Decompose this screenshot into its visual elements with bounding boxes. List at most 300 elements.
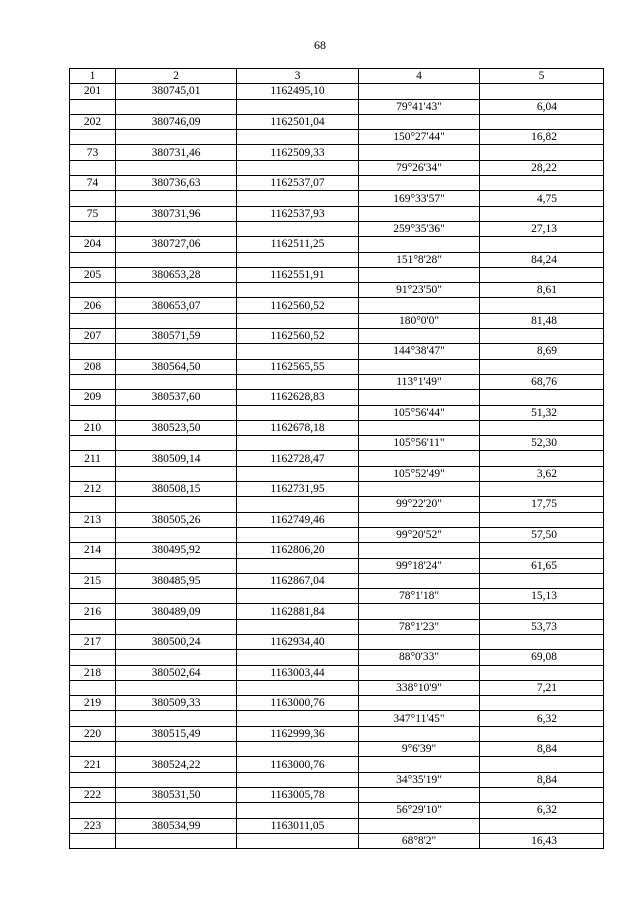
empty-cell [116,374,237,389]
column-header-3: 3 [237,69,359,84]
y-coordinate: 1162537,93 [237,206,359,221]
empty-cell [237,436,359,451]
empty-cell [70,313,116,328]
point-row [70,298,604,313]
measurement-row [70,344,604,359]
y-coordinate: 1162806,20 [237,543,359,558]
point-row [70,726,604,741]
empty-cell [237,619,359,634]
point-number: 216 [70,604,116,619]
point-number: 220 [70,726,116,741]
point-row [70,145,604,160]
direction-angle: 338°10'9" [359,680,480,695]
direction-angle: 169°33'57" [359,191,480,206]
point-number: 218 [70,665,116,680]
x-coordinate: 380489,09 [116,604,237,619]
empty-cell [480,267,604,282]
empty-cell [480,573,604,588]
point-row [70,757,604,772]
x-coordinate: 380736,63 [116,176,237,191]
empty-cell [359,298,480,313]
measurement-row [70,558,604,573]
point-number: 212 [70,482,116,497]
y-coordinate: 1162511,25 [237,237,359,252]
point-row [70,237,604,252]
y-coordinate: 1162678,18 [237,420,359,435]
empty-cell [116,436,237,451]
empty-cell [70,160,116,175]
empty-cell [116,497,237,512]
measurement-row [70,466,604,481]
measurement-row [70,221,604,236]
y-coordinate: 1162728,47 [237,451,359,466]
y-coordinate: 1162749,46 [237,512,359,527]
point-row [70,634,604,649]
y-coordinate: 1162731,95 [237,482,359,497]
empty-cell [237,313,359,328]
measurement-row [70,313,604,328]
empty-cell [70,558,116,573]
empty-cell [480,757,604,772]
column-header-5: 5 [480,69,604,84]
empty-cell [116,130,237,145]
empty-cell [116,680,237,695]
point-row [70,787,604,802]
y-coordinate: 1162537,07 [237,176,359,191]
empty-cell [480,114,604,129]
empty-cell [359,604,480,619]
distance: 16,43 [480,833,604,848]
measurement-row [70,497,604,512]
distance: 69,08 [480,650,604,665]
distance: 6,04 [480,99,604,114]
point-number: 208 [70,359,116,374]
x-coordinate: 380745,01 [116,84,237,99]
direction-angle: 347°11'45" [359,711,480,726]
empty-cell [70,742,116,757]
direction-angle: 68°8'2" [359,833,480,848]
point-row [70,696,604,711]
distance: 8,84 [480,772,604,787]
x-coordinate: 380653,07 [116,298,237,313]
x-coordinate: 380564,50 [116,359,237,374]
empty-cell [359,726,480,741]
point-number: 217 [70,634,116,649]
point-row [70,818,604,833]
y-coordinate: 1162999,36 [237,726,359,741]
distance: 61,65 [480,558,604,573]
y-coordinate: 1162881,84 [237,604,359,619]
empty-cell [480,543,604,558]
distance: 6,32 [480,803,604,818]
measurement-row [70,160,604,175]
point-row [70,604,604,619]
empty-cell [237,497,359,512]
y-coordinate: 1162551,91 [237,267,359,282]
direction-angle: 79°26'34" [359,160,480,175]
x-coordinate: 380523,50 [116,420,237,435]
distance: 4,75 [480,191,604,206]
empty-cell [237,405,359,420]
point-number: 204 [70,237,116,252]
empty-cell [359,267,480,282]
empty-cell [116,527,237,542]
empty-cell [70,436,116,451]
empty-cell [480,726,604,741]
point-number: 73 [70,145,116,160]
point-number: 219 [70,696,116,711]
empty-cell [359,451,480,466]
empty-cell [70,130,116,145]
point-row [70,359,604,374]
direction-angle: 259°35'36" [359,221,480,236]
empty-cell [480,604,604,619]
empty-cell [237,650,359,665]
empty-cell [70,650,116,665]
point-number: 75 [70,206,116,221]
direction-angle: 88°0'33" [359,650,480,665]
empty-cell [70,680,116,695]
empty-cell [116,589,237,604]
x-coordinate: 380727,06 [116,237,237,252]
empty-cell [237,466,359,481]
empty-cell [359,84,480,99]
empty-cell [480,298,604,313]
empty-cell [116,558,237,573]
empty-cell [116,466,237,481]
point-row [70,543,604,558]
direction-angle: 34°35'19" [359,772,480,787]
y-coordinate: 1162560,52 [237,329,359,344]
empty-cell [480,420,604,435]
empty-cell [116,803,237,818]
direction-angle: 150°27'44" [359,130,480,145]
empty-cell [359,665,480,680]
empty-cell [359,573,480,588]
y-coordinate: 1163011,05 [237,818,359,833]
point-number: 211 [70,451,116,466]
measurement-row [70,772,604,787]
measurement-row [70,99,604,114]
distance: 27,13 [480,221,604,236]
measurement-row [70,405,604,420]
empty-cell [480,512,604,527]
measurement-row [70,711,604,726]
point-number: 213 [70,512,116,527]
direction-angle: 105°56'44" [359,405,480,420]
x-coordinate: 380485,95 [116,573,237,588]
measurement-row [70,833,604,848]
empty-cell [116,405,237,420]
distance: 8,84 [480,742,604,757]
empty-cell [480,329,604,344]
direction-angle: 105°52'49" [359,466,480,481]
column-header-2: 2 [116,69,237,84]
y-coordinate: 1162560,52 [237,298,359,313]
x-coordinate: 380502,64 [116,665,237,680]
empty-cell [70,833,116,848]
empty-cell [359,512,480,527]
distance: 8,69 [480,344,604,359]
empty-cell [480,359,604,374]
empty-cell [237,191,359,206]
empty-cell [237,160,359,175]
empty-cell [237,130,359,145]
empty-cell [237,742,359,757]
measurement-row [70,803,604,818]
empty-cell [116,160,237,175]
point-row [70,665,604,680]
empty-cell [70,589,116,604]
empty-cell [359,696,480,711]
table-body [70,84,604,849]
empty-cell [70,344,116,359]
y-coordinate: 1162565,55 [237,359,359,374]
point-number: 215 [70,573,116,588]
y-coordinate: 1162495,10 [237,84,359,99]
point-number: 214 [70,543,116,558]
point-row [70,451,604,466]
distance: 51,32 [480,405,604,420]
point-row [70,206,604,221]
empty-cell [237,99,359,114]
point-number: 209 [70,390,116,405]
point-number: 201 [70,84,116,99]
point-number: 202 [70,114,116,129]
x-coordinate: 380731,46 [116,145,237,160]
y-coordinate: 1163003,44 [237,665,359,680]
table-header-row [70,69,604,84]
empty-cell [116,772,237,787]
point-row [70,482,604,497]
point-row [70,114,604,129]
empty-cell [70,711,116,726]
empty-cell [480,665,604,680]
x-coordinate: 380500,24 [116,634,237,649]
empty-cell [116,833,237,848]
empty-cell [480,206,604,221]
empty-cell [359,329,480,344]
measurement-row [70,742,604,757]
direction-angle: 91°23'50" [359,283,480,298]
distance: 15,13 [480,589,604,604]
column-header-1: 1 [70,69,116,84]
point-number: 206 [70,298,116,313]
empty-cell [480,145,604,160]
measurement-row [70,283,604,298]
empty-cell [359,390,480,405]
empty-cell [480,482,604,497]
coordinates-table [69,68,604,849]
empty-cell [359,237,480,252]
empty-cell [70,772,116,787]
distance: 84,24 [480,252,604,267]
distance: 57,50 [480,527,604,542]
x-coordinate: 380653,28 [116,267,237,282]
empty-cell [359,420,480,435]
direction-angle: 180°0'0" [359,313,480,328]
direction-angle: 9°6'39" [359,742,480,757]
empty-cell [70,803,116,818]
direction-angle: 78°1'23" [359,619,480,634]
empty-cell [359,359,480,374]
empty-cell [70,221,116,236]
empty-cell [70,374,116,389]
point-row [70,329,604,344]
distance: 3,62 [480,466,604,481]
point-number: 210 [70,420,116,435]
y-coordinate: 1162501,04 [237,114,359,129]
measurement-row [70,436,604,451]
empty-cell [116,99,237,114]
empty-cell [116,221,237,236]
point-row [70,512,604,527]
x-coordinate: 380515,49 [116,726,237,741]
empty-cell [480,787,604,802]
x-coordinate: 380508,15 [116,482,237,497]
empty-cell [480,451,604,466]
empty-cell [237,374,359,389]
empty-cell [70,497,116,512]
empty-cell [237,252,359,267]
empty-cell [116,191,237,206]
direction-angle: 99°20'52" [359,527,480,542]
empty-cell [70,191,116,206]
x-coordinate: 380746,09 [116,114,237,129]
direction-angle: 113°1'49" [359,374,480,389]
empty-cell [359,543,480,558]
empty-cell [480,84,604,99]
point-number: 205 [70,267,116,282]
empty-cell [116,283,237,298]
empty-cell [116,650,237,665]
empty-cell [70,283,116,298]
empty-cell [480,818,604,833]
distance: 16,82 [480,130,604,145]
x-coordinate: 380505,26 [116,512,237,527]
distance: 17,75 [480,497,604,512]
distance: 53,73 [480,619,604,634]
measurement-row [70,130,604,145]
measurement-row [70,680,604,695]
distance: 7,21 [480,680,604,695]
empty-cell [237,221,359,236]
empty-cell [480,696,604,711]
point-number: 223 [70,818,116,833]
direction-angle: 99°18'24" [359,558,480,573]
distance: 68,76 [480,374,604,389]
empty-cell [116,619,237,634]
point-row [70,267,604,282]
point-row [70,176,604,191]
point-row [70,84,604,99]
empty-cell [237,527,359,542]
direction-angle: 105°56'11" [359,436,480,451]
x-coordinate: 380524,22 [116,757,237,772]
x-coordinate: 380509,14 [116,451,237,466]
distance: 28,22 [480,160,604,175]
y-coordinate: 1163005,78 [237,787,359,802]
empty-cell [359,634,480,649]
direction-angle: 78°1'18" [359,589,480,604]
empty-cell [116,711,237,726]
empty-cell [480,176,604,191]
point-number: 222 [70,787,116,802]
point-number: 221 [70,757,116,772]
empty-cell [70,99,116,114]
x-coordinate: 380534,99 [116,818,237,833]
empty-cell [70,466,116,481]
direction-angle: 144°38'47" [359,344,480,359]
empty-cell [237,283,359,298]
distance: 6,32 [480,711,604,726]
empty-cell [237,803,359,818]
direction-angle: 151°8'28" [359,252,480,267]
measurement-row [70,527,604,542]
empty-cell [237,344,359,359]
point-number: 74 [70,176,116,191]
empty-cell [237,711,359,726]
empty-cell [237,833,359,848]
empty-cell [116,742,237,757]
measurement-row [70,374,604,389]
direction-angle: 99°22'20" [359,497,480,512]
measurement-row [70,589,604,604]
empty-cell [480,390,604,405]
empty-cell [116,344,237,359]
empty-cell [237,589,359,604]
empty-cell [480,634,604,649]
point-row [70,420,604,435]
y-coordinate: 1162509,33 [237,145,359,160]
empty-cell [116,313,237,328]
x-coordinate: 380531,50 [116,787,237,802]
empty-cell [70,527,116,542]
empty-cell [70,405,116,420]
y-coordinate: 1162867,04 [237,573,359,588]
y-coordinate: 1163000,76 [237,757,359,772]
point-number: 207 [70,329,116,344]
empty-cell [359,482,480,497]
empty-cell [359,145,480,160]
empty-cell [359,757,480,772]
x-coordinate: 380731,96 [116,206,237,221]
measurement-row [70,619,604,634]
distance: 8,61 [480,283,604,298]
x-coordinate: 380495,92 [116,543,237,558]
empty-cell [70,619,116,634]
measurement-row [70,252,604,267]
empty-cell [359,787,480,802]
empty-cell [237,558,359,573]
empty-cell [359,818,480,833]
measurement-row [70,191,604,206]
empty-cell [116,252,237,267]
empty-cell [237,772,359,787]
empty-cell [359,114,480,129]
empty-cell [237,680,359,695]
empty-cell [70,252,116,267]
direction-angle: 79°41'43" [359,99,480,114]
point-row [70,573,604,588]
empty-cell [359,206,480,221]
direction-angle: 56°29'10" [359,803,480,818]
measurement-row [70,650,604,665]
y-coordinate: 1163000,76 [237,696,359,711]
column-header-4: 4 [359,69,480,84]
distance: 52,30 [480,436,604,451]
empty-cell [359,176,480,191]
